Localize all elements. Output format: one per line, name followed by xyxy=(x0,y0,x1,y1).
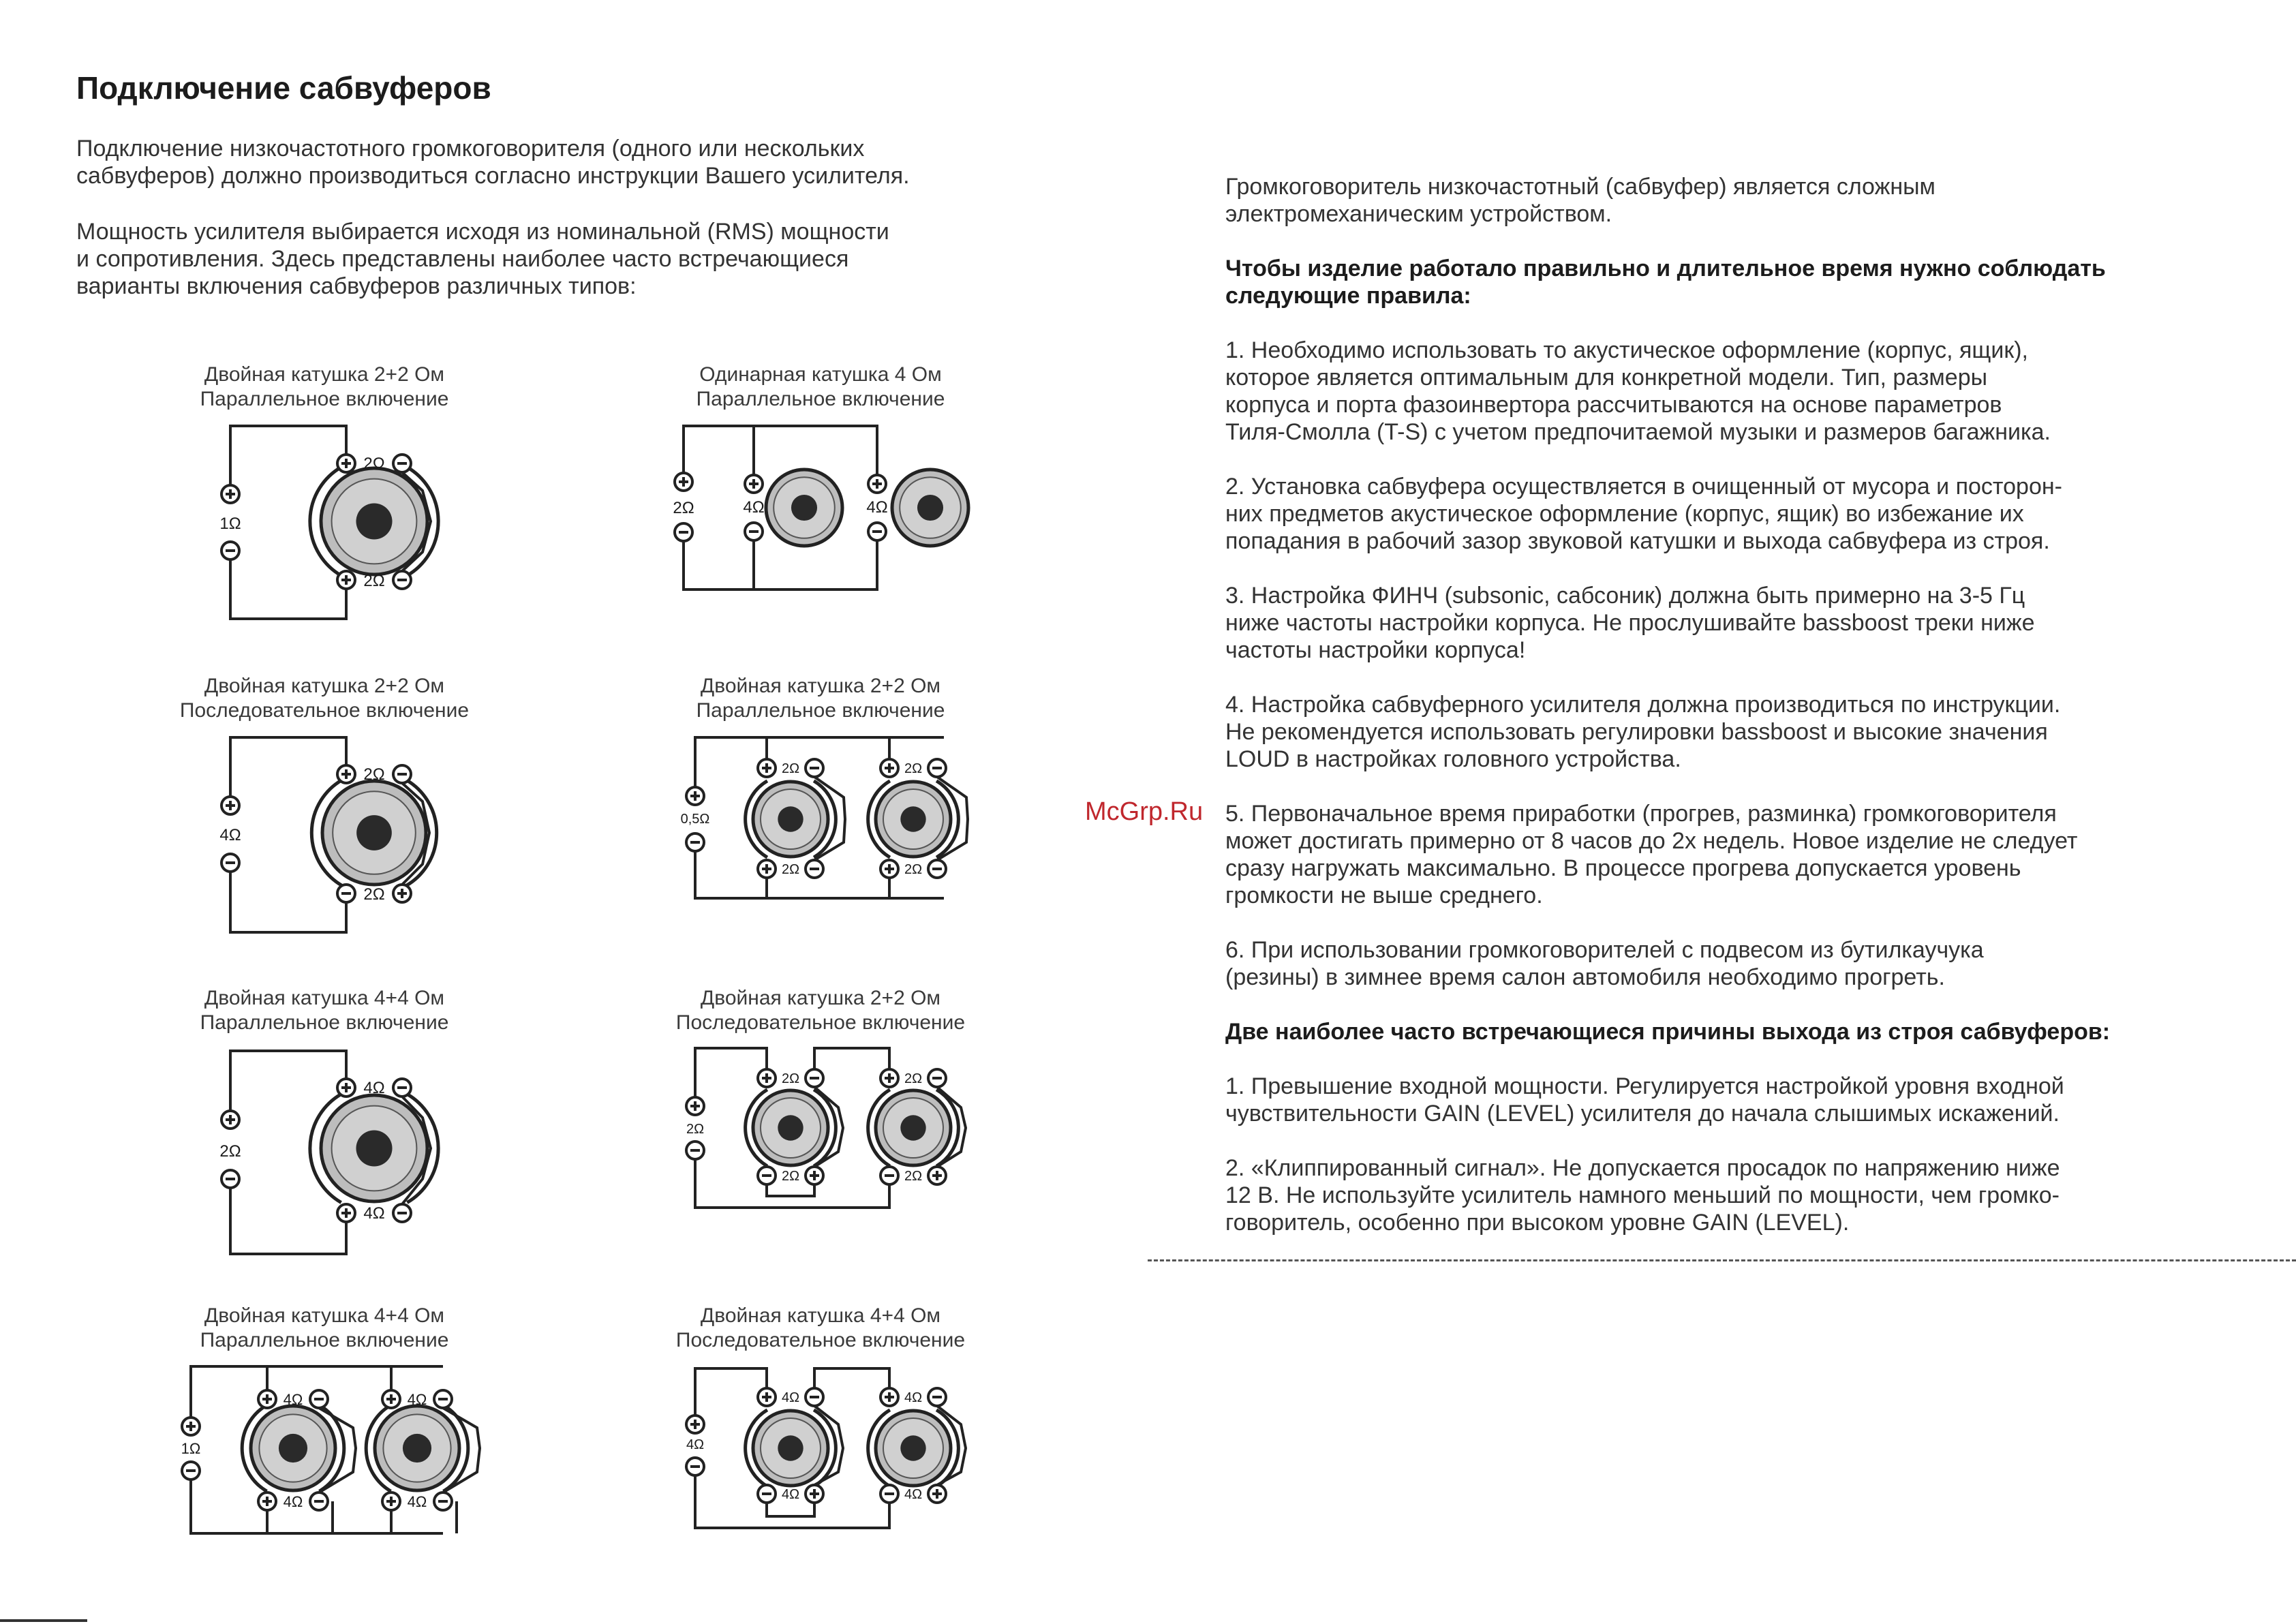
text-line: громкости не выше среднего. xyxy=(1225,883,1543,908)
caption-mode: Параллельное включение xyxy=(696,388,945,410)
subwoofer-speaker-icon xyxy=(746,1410,836,1486)
caption-mode: Последовательное включение xyxy=(675,1011,966,1034)
plus-terminal-icon xyxy=(758,759,776,777)
minus-terminal-icon xyxy=(182,1462,200,1480)
minus-terminal-icon xyxy=(928,1069,946,1087)
wire xyxy=(889,878,944,898)
label: 4Ω xyxy=(283,1391,303,1408)
text-line: 1. Необходимо использовать то акустическое оформление (корпус, ящик), xyxy=(1225,337,2028,363)
plus-terminal-icon xyxy=(881,860,898,878)
minus-terminal-icon xyxy=(806,759,823,777)
plus-terminal-icon xyxy=(758,860,776,878)
minus-terminal-icon xyxy=(221,854,239,872)
label: 4Ω xyxy=(743,498,765,517)
minus-terminal-icon xyxy=(221,1170,239,1188)
label: 4Ω xyxy=(781,1390,800,1405)
wire xyxy=(684,540,877,589)
intro-line: варианты включения сабвуферов различных типов: xyxy=(76,273,637,299)
subwoofer-speaker-icon xyxy=(366,1405,468,1491)
label: 4Ω xyxy=(407,1493,427,1510)
text-line: них предметов акустическое оформление (корпус, ящик) во избежание их xyxy=(1225,501,2024,527)
caption-coil: Двойная катушка 4+4 Ом xyxy=(204,1304,445,1327)
label: 1Ω xyxy=(219,515,241,533)
label: 2Ω xyxy=(686,1122,705,1137)
text-line: 5. Первоначальное время приработки (прогрев, разминка) громкоговорителя xyxy=(1225,801,2057,827)
plus-terminal-icon xyxy=(686,1097,704,1115)
label: 4Ω xyxy=(781,1487,800,1502)
caption-coil: Двойная катушка 2+2 Ом xyxy=(204,675,445,697)
plus-terminal-icon xyxy=(221,485,239,503)
wire xyxy=(814,1048,889,1078)
label: 4Ω xyxy=(904,1390,923,1405)
text-line: Чтобы изделие работало правильно и длительное время нужно соблюдать xyxy=(1225,256,2106,281)
plus-terminal-icon xyxy=(221,1111,239,1129)
text-line: 12 В. Не используйте усилитель намного меньший по мощности, чем громко- xyxy=(1225,1182,2060,1208)
caption-mode: Параллельное включение xyxy=(696,699,945,722)
minus-terminal-icon xyxy=(881,1485,898,1503)
wire xyxy=(767,1503,814,1516)
label: 2Ω xyxy=(363,455,385,473)
text-line: частоты настройки корпуса! xyxy=(1225,637,1526,663)
caption-coil: Двойная катушка 4+4 Ом xyxy=(700,1304,941,1327)
subwoofer-speaker-icon xyxy=(892,470,968,546)
page-corner-line xyxy=(0,1619,87,1622)
label: 0,5Ω xyxy=(680,812,710,827)
wire xyxy=(767,878,821,898)
label: 4Ω xyxy=(686,1437,705,1452)
label: 2Ω xyxy=(781,761,800,776)
label: 1Ω xyxy=(181,1440,201,1457)
plus-terminal-icon xyxy=(881,759,898,777)
minus-terminal-icon xyxy=(434,1390,452,1408)
minus-terminal-icon xyxy=(434,1492,452,1510)
wire xyxy=(684,426,877,475)
caption-coil: Двойная катушка 2+2 Ом xyxy=(700,987,941,1009)
plus-terminal-icon xyxy=(745,475,763,493)
plus-terminal-icon xyxy=(337,455,355,472)
text-line: (резины) в зимнее время салон автомобиля необходимо прогреть. xyxy=(1225,964,1945,990)
rule-item-2 xyxy=(1225,473,2248,555)
minus-terminal-icon xyxy=(310,1390,328,1408)
label: 2Ω xyxy=(363,885,385,904)
caption-mode: Последовательное включение xyxy=(675,1329,966,1351)
label: 4Ω xyxy=(363,1204,385,1223)
subwoofer-speaker-icon xyxy=(868,1090,959,1166)
rules-heading xyxy=(1225,255,2248,309)
plus-terminal-icon xyxy=(868,475,886,493)
minus-terminal-icon xyxy=(675,523,692,541)
text-line: которое является оптимальным для конкретной модели. Тип, размеры xyxy=(1225,365,1988,390)
plus-terminal-icon xyxy=(928,1167,946,1184)
intro-line: и сопротивления. Здесь представлены наиболее часто встречающиеся xyxy=(76,246,849,272)
minus-terminal-icon xyxy=(686,833,704,851)
label: 2Ω xyxy=(363,765,385,784)
minus-terminal-icon xyxy=(806,1069,823,1087)
text-line: 2. Установка сабвуфера осуществляется в очищенный от мусора и посторон- xyxy=(1225,474,2062,500)
subwoofer-speaker-icon xyxy=(868,781,959,857)
plus-terminal-icon xyxy=(881,1069,898,1087)
plus-terminal-icon xyxy=(675,473,692,491)
minus-terminal-icon xyxy=(393,1079,411,1097)
subwoofer-speaker-icon xyxy=(242,1405,344,1491)
plus-terminal-icon xyxy=(258,1390,276,1408)
text-line: 3. Настройка ФИНЧ (subsonic, сабсоник) должна быть примерно на 3-5 Гц xyxy=(1225,583,2025,609)
wire xyxy=(767,1184,814,1196)
text-line: Две наиболее часто встречающиеся причины выхода из строя сабвуферов: xyxy=(1225,1019,2111,1045)
label: 2Ω xyxy=(904,761,923,776)
caption-mode: Параллельное включение xyxy=(200,1329,449,1351)
rule-item-5 xyxy=(1225,800,2248,909)
label: 4Ω xyxy=(283,1493,303,1510)
minus-terminal-icon xyxy=(928,759,946,777)
label: 2Ω xyxy=(904,862,923,877)
intro-line: Мощность усилителя выбирается исходя из номинальной (RMS) мощности xyxy=(76,219,889,245)
label: 4Ω xyxy=(866,498,888,517)
plus-terminal-icon xyxy=(758,1388,776,1406)
rule-item-1 xyxy=(1225,337,2248,446)
cause-item-1 xyxy=(1225,1073,2248,1127)
label: 4Ω xyxy=(219,826,241,844)
text-line: Не рекомендуется использовать регулировки bassboost и высокие значения xyxy=(1225,719,2048,745)
text-line: 1. Превышение входной мощности. Регулируется настройкой уровня входной xyxy=(1225,1073,2064,1099)
text-line: Тиля-Смолла (T-S) с учетом предпочитаемой музыки и размеров багажника. xyxy=(1225,419,2051,445)
caption-coil: Одинарная катушка 4 Ом xyxy=(699,363,942,386)
rule-item-6 xyxy=(1225,936,2248,991)
text-line: 6. При использовании громкоговорителей с подвесом из бутилкаучука xyxy=(1225,937,1984,963)
label: 2Ω xyxy=(781,862,800,877)
plus-terminal-icon xyxy=(686,787,704,805)
wire xyxy=(695,1368,767,1415)
label: 4Ω xyxy=(407,1391,427,1408)
minus-terminal-icon xyxy=(337,885,355,902)
minus-terminal-icon xyxy=(758,1167,776,1184)
minus-terminal-icon xyxy=(806,860,823,878)
wire xyxy=(889,737,944,759)
wire xyxy=(814,1368,889,1397)
plus-terminal-icon xyxy=(928,1485,946,1503)
plus-terminal-icon xyxy=(686,1415,704,1433)
label: 2Ω xyxy=(781,1071,800,1086)
subwoofer-speaker-icon xyxy=(766,470,842,546)
minus-terminal-icon xyxy=(758,1485,776,1503)
text-line: Громкоговоритель низкочастотный (сабвуфер) является сложным xyxy=(1225,174,1935,200)
plus-terminal-icon xyxy=(337,571,355,589)
minus-terminal-icon xyxy=(868,523,886,540)
watermark: McGrp.Ru xyxy=(1085,797,1204,826)
plus-terminal-icon xyxy=(382,1390,400,1408)
label: 2Ω xyxy=(363,572,385,590)
rule-item-4 xyxy=(1225,691,2248,773)
text-line: электромеханическим устройством. xyxy=(1225,201,1612,227)
plus-terminal-icon xyxy=(258,1492,276,1510)
plus-terminal-icon xyxy=(337,1204,355,1222)
causes-heading xyxy=(1225,1018,2248,1045)
text-line: попадания в рабочий зазор звуковой катушки и выхода сабвуфера из строя. xyxy=(1225,528,2050,554)
dashed-divider xyxy=(1148,1259,2296,1261)
text-line: говоритель, особенно при высоком уровне GAIN (LEVEL). xyxy=(1225,1210,1850,1236)
subwoofer-speaker-icon xyxy=(746,1090,836,1166)
cause-item-2 xyxy=(1225,1154,2248,1236)
subwoofer-speaker-icon xyxy=(746,781,836,857)
right-intro xyxy=(1225,173,2248,228)
plus-terminal-icon xyxy=(382,1492,400,1510)
minus-terminal-icon xyxy=(393,455,411,472)
minus-terminal-icon xyxy=(221,542,239,560)
caption-mode: Параллельное включение xyxy=(200,1011,449,1034)
plus-terminal-icon xyxy=(758,1069,776,1087)
caption-mode: Последовательное включение xyxy=(179,699,470,722)
wire xyxy=(230,872,346,932)
label: 2Ω xyxy=(673,499,694,517)
label: 2Ω xyxy=(904,1169,923,1184)
label: 2Ω xyxy=(781,1169,800,1184)
minus-terminal-icon xyxy=(310,1492,328,1510)
minus-terminal-icon xyxy=(393,1204,411,1222)
minus-terminal-icon xyxy=(928,860,946,878)
text-line: сразу нагружать максимально. В процессе прогрева допускается уровень xyxy=(1225,855,2021,881)
text-line: 4. Настройка сабвуферного усилителя должна производиться по инструкции. xyxy=(1225,692,2061,718)
caption-coil: Двойная катушка 2+2 Ом xyxy=(700,675,941,697)
minus-terminal-icon xyxy=(686,1458,704,1475)
page-title: Подключение сабвуферов xyxy=(76,70,491,106)
text-line: следующие правила: xyxy=(1225,283,1471,309)
minus-terminal-icon xyxy=(928,1388,946,1406)
label: 2Ω xyxy=(219,1142,241,1161)
wire xyxy=(695,1048,767,1097)
wire xyxy=(230,737,346,797)
label: 4Ω xyxy=(363,1079,385,1097)
wire xyxy=(230,1188,346,1254)
subwoofer-speaker-icon xyxy=(868,1410,959,1486)
minus-terminal-icon xyxy=(393,571,411,589)
subwoofer-speaker-icon xyxy=(310,467,438,575)
intro-line: сабвуферов) должно производиться согласно инструкции Вашего усилителя. xyxy=(76,163,910,189)
label: 2Ω xyxy=(904,1071,923,1086)
plus-terminal-icon xyxy=(221,797,239,814)
minus-terminal-icon xyxy=(881,1167,898,1184)
plus-terminal-icon xyxy=(337,765,355,783)
plus-terminal-icon xyxy=(393,885,411,902)
plus-terminal-icon xyxy=(337,1079,355,1097)
caption-coil: Двойная катушка 4+4 Ом xyxy=(204,987,445,1009)
intro-line: Подключение низкочастотного громкоговорителя (одного или нескольких xyxy=(76,136,865,162)
plus-terminal-icon xyxy=(881,1388,898,1406)
plus-terminal-icon xyxy=(806,1167,823,1184)
minus-terminal-icon xyxy=(393,765,411,783)
care-instructions xyxy=(1225,173,2248,1263)
label: 4Ω xyxy=(904,1487,923,1502)
text-line: корпуса и порта фазоинвертора рассчитываются на основе параметров xyxy=(1225,392,2002,418)
wire xyxy=(767,737,821,759)
text-line: 2. «Клиппированный сигнал». Не допускается просадок по напряжению ниже xyxy=(1225,1155,2060,1181)
text-line: может достигать примерно от 8 часов до 2х недель. Новое изделие не следует xyxy=(1225,828,2078,854)
minus-terminal-icon xyxy=(686,1142,704,1159)
plus-terminal-icon xyxy=(182,1418,200,1435)
caption-coil: Двойная катушка 2+2 Ом xyxy=(204,363,445,386)
plus-terminal-icon xyxy=(806,1485,823,1503)
rule-item-3 xyxy=(1225,582,2248,664)
caption-mode: Параллельное включение xyxy=(200,388,449,410)
text-line: чувствительности GAIN (LEVEL) усилителя до начала слышимых искажений. xyxy=(1225,1101,2060,1127)
text-line: LOUD в настройках головного устройства. xyxy=(1225,746,1681,772)
minus-terminal-icon xyxy=(806,1388,823,1406)
text-line: ниже частоты настройки корпуса. Не прослушивайте bassboost треки ниже xyxy=(1225,610,2035,636)
subwoofer-speaker-icon xyxy=(310,1094,438,1202)
minus-terminal-icon xyxy=(745,523,763,540)
